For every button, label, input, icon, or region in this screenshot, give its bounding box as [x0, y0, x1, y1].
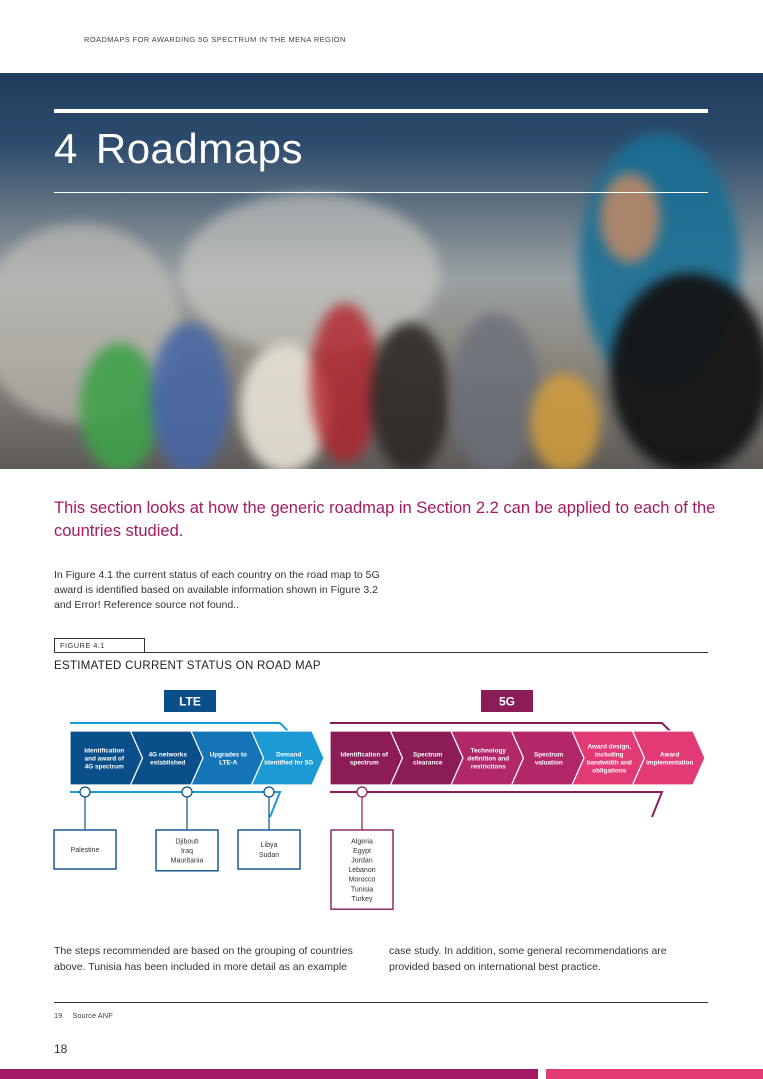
- status-marker: [357, 787, 367, 797]
- hero-banner: [0, 73, 763, 469]
- roadmap-step-label-line: Award design,: [587, 743, 632, 751]
- running-header: ROADMAPS FOR AWARDING 5G SPECTRUM IN THE MENA REGION: [84, 35, 346, 44]
- country-name: Djibouti: [175, 838, 199, 846]
- roadmap-step-label-line: identified for 5G: [264, 759, 314, 767]
- roadmap-step-label: [534, 751, 564, 766]
- roadmap-step-label-line: LTE-A: [219, 759, 238, 767]
- roadmap-step-label-line: definition and: [467, 755, 510, 763]
- status-marker: [80, 787, 90, 797]
- footnote-rule: [54, 1002, 708, 1003]
- country-name: Egypt: [353, 847, 371, 855]
- footer-bar-right: [546, 1069, 763, 1079]
- roadmap-step-label-line: and award of: [84, 755, 124, 763]
- body-column-left: The steps recommended are based on the grouping of countries above. Tunisia has been included in more detail as an example: [54, 945, 353, 973]
- footer-bar-left: [0, 1069, 538, 1079]
- roadmap-step-label-line: Spectrum: [534, 751, 564, 759]
- country-name: Iraq: [180, 847, 194, 855]
- fiveg-bracket-bottom: [330, 792, 662, 817]
- country-name: Lebanon: [348, 867, 376, 875]
- footnote-number: 19: [54, 1011, 63, 1020]
- roadmap-step-label-line: Demand: [276, 751, 302, 759]
- roadmap-step-label-line: obligations: [592, 767, 627, 775]
- roadmap-step-label: [84, 747, 124, 770]
- country-name: Algeria: [351, 838, 373, 846]
- lte-bracket-bottom: [70, 792, 280, 817]
- figure-rule: [54, 652, 708, 653]
- roadmap-step-label: [587, 743, 632, 774]
- country-name: Tunisia: [350, 886, 374, 894]
- roadmap-step-label: [149, 751, 188, 766]
- intro-paragraph: In Figure 4.1 the current status of each country on the road map to 5G award is identified based on available information shown in Figure 3.2 and Error! Reference source not found..: [54, 569, 380, 611]
- country-name: Libya: [260, 842, 278, 850]
- fiveg-tag-label: 5G: [498, 694, 516, 709]
- country-name: Morocco: [348, 876, 376, 884]
- roadmap-step-label-line: spectrum: [349, 759, 379, 767]
- roadmap-step-label: [467, 747, 509, 770]
- country-name: Sudan: [258, 851, 280, 859]
- hero-rule-top: [54, 109, 708, 113]
- roadmap-step-label-line: implementation: [646, 759, 694, 767]
- body-column-right: case study. In addition, some general recommendations are provided based on international best practice.: [389, 945, 667, 973]
- roadmap-step-label-line: valuation: [534, 759, 563, 767]
- roadmap-step-label-line: Technology: [470, 747, 506, 755]
- figure-title: ESTIMATED CURRENT STATUS ON ROAD MAP: [54, 660, 321, 672]
- country-name: Mauritania: [170, 857, 204, 865]
- country-name: Palestine: [70, 847, 100, 854]
- roadmap-step-label-line: Identification of: [340, 751, 389, 759]
- roadmap-step-label-line: established: [150, 759, 186, 767]
- country-name: Jordan: [351, 857, 373, 865]
- roadmap-step-label-line: restrictions: [470, 763, 506, 771]
- page-number: 18: [54, 1042, 68, 1056]
- roadmap-step-label-line: Award: [660, 751, 680, 759]
- roadmap-step-label-line: clearance: [413, 759, 443, 767]
- status-marker: [264, 787, 274, 797]
- country-group-box: [238, 830, 300, 869]
- roadmap-step-label-line: 4G spectrum: [84, 763, 124, 771]
- roadmap-step-label-line: Identification: [84, 747, 125, 755]
- roadmap-diagram: [0, 680, 763, 920]
- figure-label: FIGURE 4.1: [54, 638, 145, 653]
- hero-rule-bottom: [54, 192, 708, 193]
- footnote-text: Source ANF: [72, 1011, 113, 1020]
- status-marker: [182, 787, 192, 797]
- roadmap-step-label-line: 4G networks: [148, 751, 187, 759]
- lead-paragraph: This section looks at how the generic roadmap in Section 2.2 can be applied to each of the countries studied.: [54, 499, 716, 540]
- section-title-text: Roadmaps: [95, 125, 303, 172]
- roadmap-svg: [0, 680, 763, 920]
- roadmap-step-label-line: Upgrades to: [209, 751, 247, 759]
- section-title: [54, 125, 303, 173]
- lte-tag-label: LTE: [179, 694, 201, 709]
- section-number: 4: [54, 125, 78, 172]
- roadmap-step-label: [413, 751, 443, 766]
- roadmap-step-label-line: including: [595, 751, 624, 759]
- footnote: [54, 1011, 113, 1020]
- roadmap-step-label-line: Spectrum: [413, 751, 443, 759]
- roadmap-step-label-line: bandwidth and: [586, 759, 632, 767]
- country-name: Turkey: [351, 895, 373, 903]
